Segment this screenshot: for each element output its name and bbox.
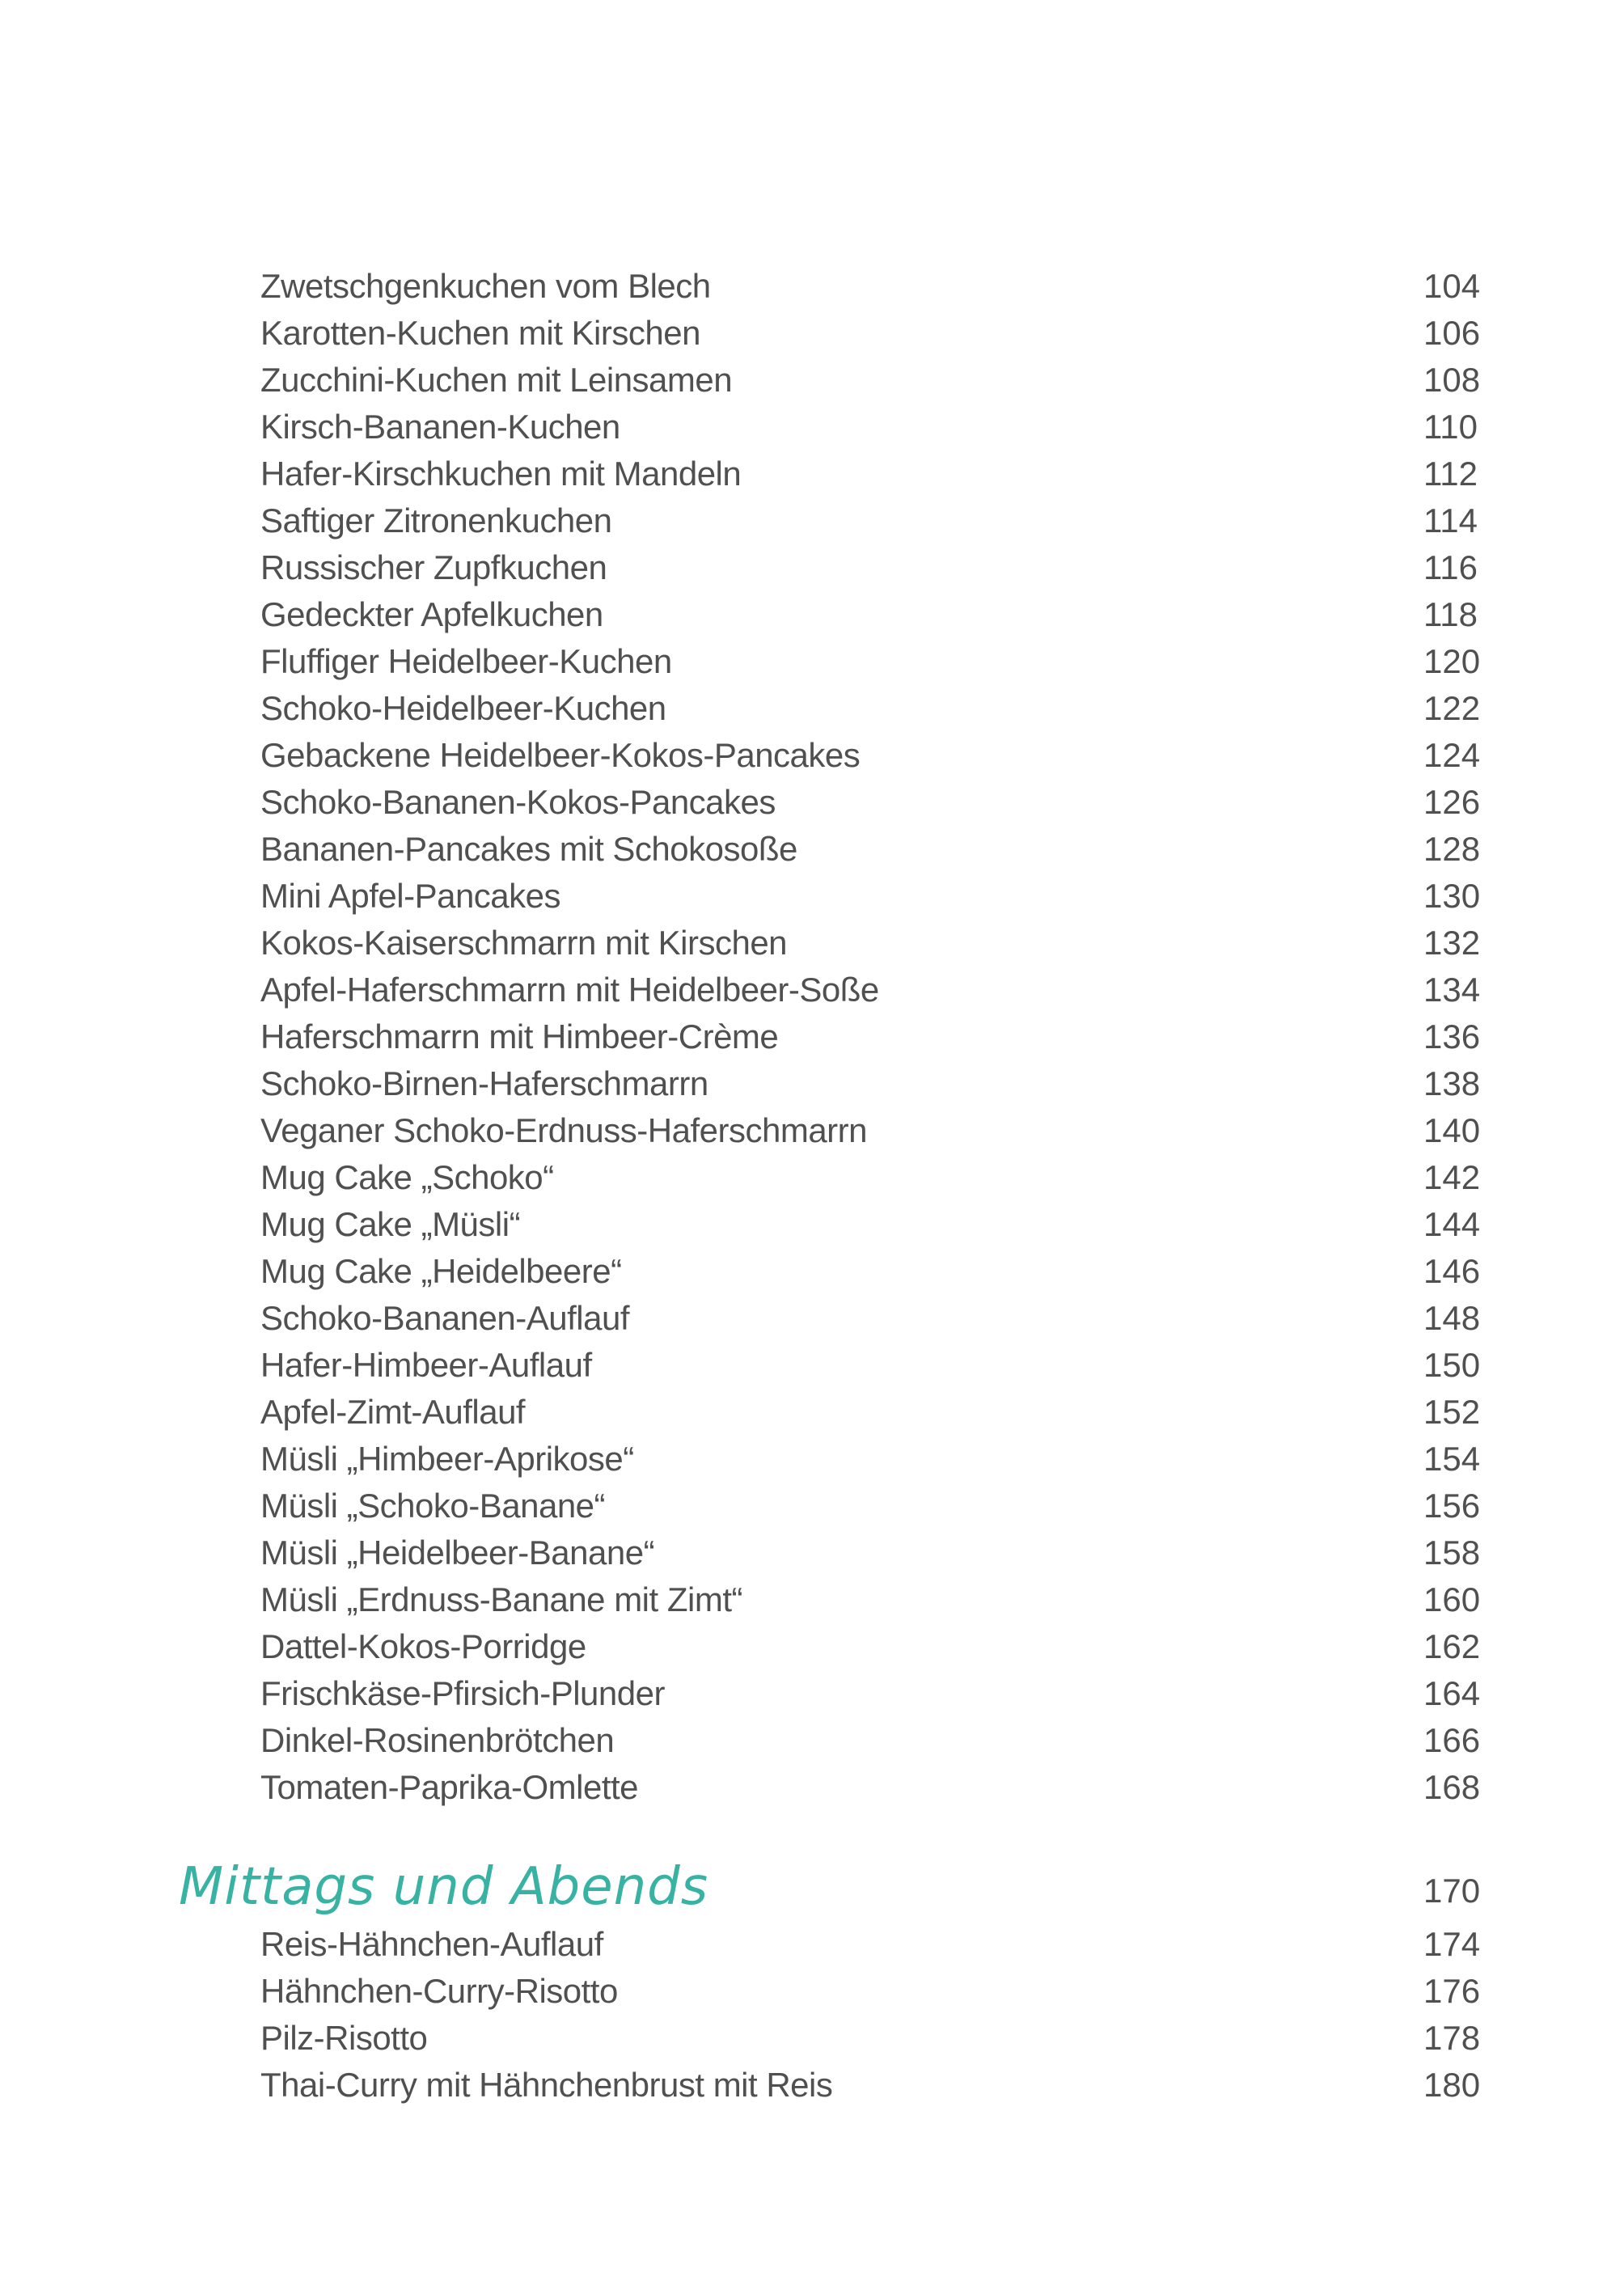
page-number: 134 <box>1423 971 1481 1009</box>
recipe-title: Gebackene Heidelbeer-Kokos-Pancakes <box>260 736 861 774</box>
recipe-title: Thai-Curry mit Hähnchenbrust mit Reis <box>260 2066 833 2104</box>
recipe-title: Hähnchen-Curry-Risotto <box>260 1972 618 2010</box>
toc-entry-row <box>0 404 1624 451</box>
recipe-title: Hafer-Himbeer-Auflauf <box>260 1346 592 1384</box>
section-page-number: 170 <box>1423 1872 1481 1910</box>
toc-entry-row <box>0 310 1624 357</box>
page-number: 160 <box>1423 1580 1481 1618</box>
toc-entry-row <box>0 1483 1624 1529</box>
page-number: 140 <box>1423 1111 1481 1149</box>
toc-entry-row <box>0 1968 1624 2015</box>
toc-entry-row <box>0 1295 1624 1342</box>
toc-entry-row <box>0 1060 1624 1107</box>
recipe-title: Reis-Hähnchen-Auflauf <box>260 1925 603 1963</box>
recipe-title: Tomaten-Paprika-Omlette <box>260 1768 639 1806</box>
page-number: 168 <box>1423 1768 1481 1806</box>
toc-entry-row <box>0 497 1624 544</box>
recipe-title: Russischer Zupfkuchen <box>260 548 607 586</box>
recipe-title: Kokos-Kaiserschmarrn mit Kirschen <box>260 924 788 962</box>
toc-entry-row <box>0 1576 1624 1623</box>
toc-entry-row <box>0 967 1624 1013</box>
page-number: 122 <box>1423 689 1481 727</box>
toc-entry-row <box>0 1921 1624 1968</box>
page-number: 120 <box>1423 642 1481 680</box>
toc-entry-row <box>0 1717 1624 1764</box>
toc-entry-row <box>0 1342 1624 1389</box>
recipe-title: Mug Cake „Schoko“ <box>260 1158 554 1196</box>
toc-entry-row <box>0 1248 1624 1295</box>
toc-entry-row <box>0 920 1624 967</box>
toc-entry-row <box>0 1013 1624 1060</box>
page-number: 152 <box>1423 1393 1481 1431</box>
toc-entry-row <box>0 2015 1624 2062</box>
recipe-title: Apfel-Haferschmarrn mit Heidelbeer-Soße <box>260 971 879 1009</box>
page-number: 176 <box>1423 1972 1481 2010</box>
toc-entry-row <box>0 1389 1624 1436</box>
toc-entry-row <box>0 826 1624 873</box>
page-number: 144 <box>1423 1205 1481 1243</box>
toc-entry-row <box>0 779 1624 826</box>
page-number: 138 <box>1423 1064 1481 1102</box>
toc-entry-row <box>0 451 1624 497</box>
page-number: 156 <box>1423 1487 1481 1525</box>
page-number: 162 <box>1423 1627 1481 1665</box>
page-number: 178 <box>1423 2019 1481 2057</box>
recipe-title: Veganer Schoko-Erdnuss-Haferschmarrn <box>260 1111 868 1149</box>
toc-entry-row <box>0 591 1624 638</box>
toc-entry-row <box>0 357 1624 404</box>
toc-entry-row <box>0 638 1624 685</box>
recipe-title: Karotten-Kuchen mit Kirschen <box>260 314 700 352</box>
page-number: 136 <box>1423 1017 1481 1056</box>
page-number: 110 <box>1423 408 1478 446</box>
recipe-title: Schoko-Birnen-Haferschmarrn <box>260 1064 708 1102</box>
page-number: 148 <box>1423 1299 1481 1337</box>
toc-entry-row <box>0 873 1624 920</box>
recipe-title: Kirsch-Bananen-Kuchen <box>260 408 620 446</box>
recipe-title: Mini Apfel-Pancakes <box>260 877 561 915</box>
page-number: 166 <box>1423 1721 1481 1759</box>
page-number: 114 <box>1423 501 1478 539</box>
toc-entry-row <box>0 685 1624 732</box>
page-number: 146 <box>1423 1252 1481 1290</box>
page-number: 112 <box>1423 455 1478 493</box>
recipe-title: Schoko-Bananen-Auflauf <box>260 1299 629 1337</box>
page-number: 158 <box>1423 1534 1481 1572</box>
recipe-title: Müsli „Himbeer-Aprikose“ <box>260 1440 634 1478</box>
recipe-title: Hafer-Kirschkuchen mit Mandeln <box>260 455 742 493</box>
recipe-title: Bananen-Pancakes mit Schokosoße <box>260 830 797 868</box>
recipe-title: Müsli „Schoko-Banane“ <box>260 1487 606 1525</box>
toc-entry-row <box>0 544 1624 591</box>
toc-entry-row <box>0 1107 1624 1154</box>
toc-entry-row <box>0 1623 1624 1670</box>
recipe-title: Mug Cake „Heidelbeere“ <box>260 1252 622 1290</box>
toc-entry-row <box>0 2062 1624 2109</box>
table-of-contents <box>0 263 1624 2109</box>
page-number: 174 <box>1423 1925 1481 1963</box>
page-number: 132 <box>1423 924 1481 962</box>
page-number: 118 <box>1423 595 1478 633</box>
recipe-title: Apfel-Zimt-Auflauf <box>260 1393 526 1431</box>
recipe-title: Mug Cake „Müsli“ <box>260 1205 521 1243</box>
recipe-title: Saftiger Zitronenkuchen <box>260 501 612 539</box>
toc-entry-row <box>0 1529 1624 1576</box>
page-number: 150 <box>1423 1346 1481 1384</box>
recipe-title: Dattel-Kokos-Porridge <box>260 1627 586 1665</box>
section-heading: Mittags und Abends <box>179 1857 709 1917</box>
page-number: 116 <box>1423 548 1478 586</box>
toc-entry-row <box>0 732 1624 779</box>
recipe-title: Zucchini-Kuchen mit Leinsamen <box>260 361 733 399</box>
toc-entry-row <box>0 1436 1624 1483</box>
recipe-title: Schoko-Heidelbeer-Kuchen <box>260 689 666 727</box>
page-number: 124 <box>1423 736 1481 774</box>
recipe-title: Müsli „Erdnuss-Banane mit Zimt“ <box>260 1580 742 1618</box>
page-number: 128 <box>1423 830 1481 868</box>
page-number: 142 <box>1423 1158 1481 1196</box>
page-number: 130 <box>1423 877 1481 915</box>
page-number: 164 <box>1423 1674 1481 1712</box>
toc-entry-row <box>0 263 1624 310</box>
recipe-title: Frischkäse-Pfirsich-Plunder <box>260 1674 665 1712</box>
page-number: 108 <box>1423 361 1481 399</box>
recipe-title: Gedeckter Apfelkuchen <box>260 595 603 633</box>
recipe-title: Dinkel-Rosinenbrötchen <box>260 1721 615 1759</box>
recipe-title: Müsli „Heidelbeer-Banane“ <box>260 1534 655 1572</box>
toc-entry-row <box>0 1154 1624 1201</box>
page-number: 126 <box>1423 783 1481 821</box>
toc-section-heading-row <box>0 1847 1624 1921</box>
page-number: 106 <box>1423 314 1481 352</box>
page-number: 180 <box>1423 2066 1481 2104</box>
recipe-title: Pilz-Risotto <box>260 2019 428 2057</box>
recipe-title: Haferschmarrn mit Himbeer-Crème <box>260 1017 779 1056</box>
toc-entry-row <box>0 1670 1624 1717</box>
page-number: 154 <box>1423 1440 1481 1478</box>
toc-entry-row <box>0 1764 1624 1811</box>
recipe-title: Fluffiger Heidelbeer-Kuchen <box>260 642 672 680</box>
recipe-title: Zwetschgenkuchen vom Blech <box>260 267 711 305</box>
recipe-title: Schoko-Bananen-Kokos-Pancakes <box>260 783 776 821</box>
page-number: 104 <box>1423 267 1481 305</box>
toc-entry-row <box>0 1201 1624 1248</box>
